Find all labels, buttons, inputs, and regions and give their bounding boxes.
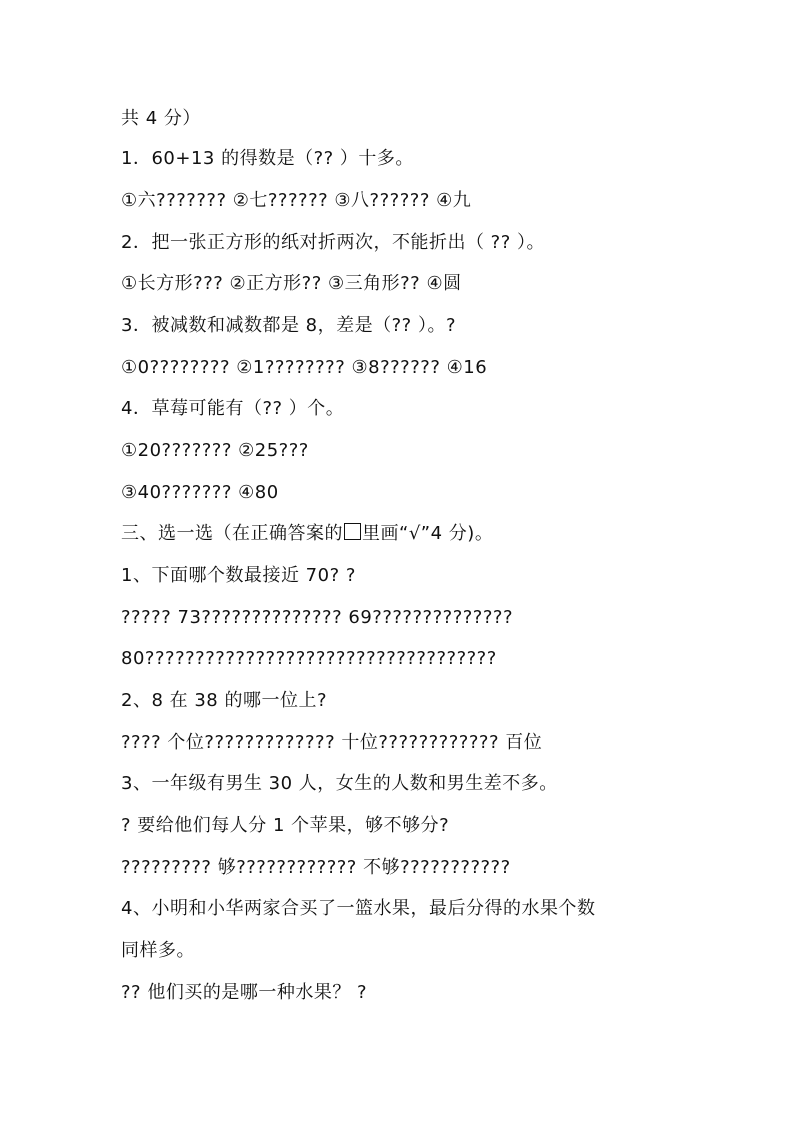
s3-question-2: 2、8 在 38 的哪一位上? [121,690,328,711]
section-3-heading-text: 三、选一选（在正确答案的 [121,523,343,544]
text-line: 共 4 分） [121,108,201,129]
s3-question-1-options-b: 80??????????????????????????????????? [121,648,497,669]
s3-question-3: 3、一年级有男生 30 人，女生的人数和男生差不多。 [121,773,558,794]
s3-question-4-cont: 同样多。 [121,940,195,961]
s3-question-4: 4、小明和小华两家合买了一篮水果，最后分得的水果个数 [121,898,596,919]
question-2: 2．把一张正方形的纸对折两次，不能折出（ ?? ）。 [121,232,546,253]
s3-question-4-sub: ?? 他们买的是哪一种水果？ ? [121,982,368,1003]
question-4-options-a: ①20??????? ②25??? [121,440,309,461]
s3-question-2-options: ???? 个位????????????? 十位???????????? 百位 [121,732,543,753]
answer-box-icon [344,523,361,540]
question-1-options: ①六??????? ②七?????? ③八?????? ④九 [121,190,472,211]
s3-question-1-options: ????? 73?????????????? 69?????????????? [121,607,514,628]
question-1: 1．60+13 的得数是（?? ）十多。 [121,148,414,169]
question-4: 4．草莓可能有（?? ）个。 [121,398,345,419]
s3-question-3-sub: ? 要给他们每人分 1 个苹果，够不够分? [121,815,450,836]
section-3-heading [121,522,493,546]
section-3-heading-tail: 里画“√”4 分)。 [362,523,494,544]
question-4-options-b: ③40??????? ④80 [121,482,279,503]
question-3-options: ①0???????? ②1???????? ③8?????? ④16 [121,357,488,378]
s3-question-1: 1、下面哪个数最接近 70? ? [121,565,356,586]
s3-question-3-options: ????????? 够???????????? 不够??????????? [121,857,511,878]
question-3: 3．被减数和减数都是 8，差是（?? ）。? [121,315,457,336]
question-2-options: ①长方形??? ②正方形?? ③三角形?? ④圆 [121,273,462,294]
